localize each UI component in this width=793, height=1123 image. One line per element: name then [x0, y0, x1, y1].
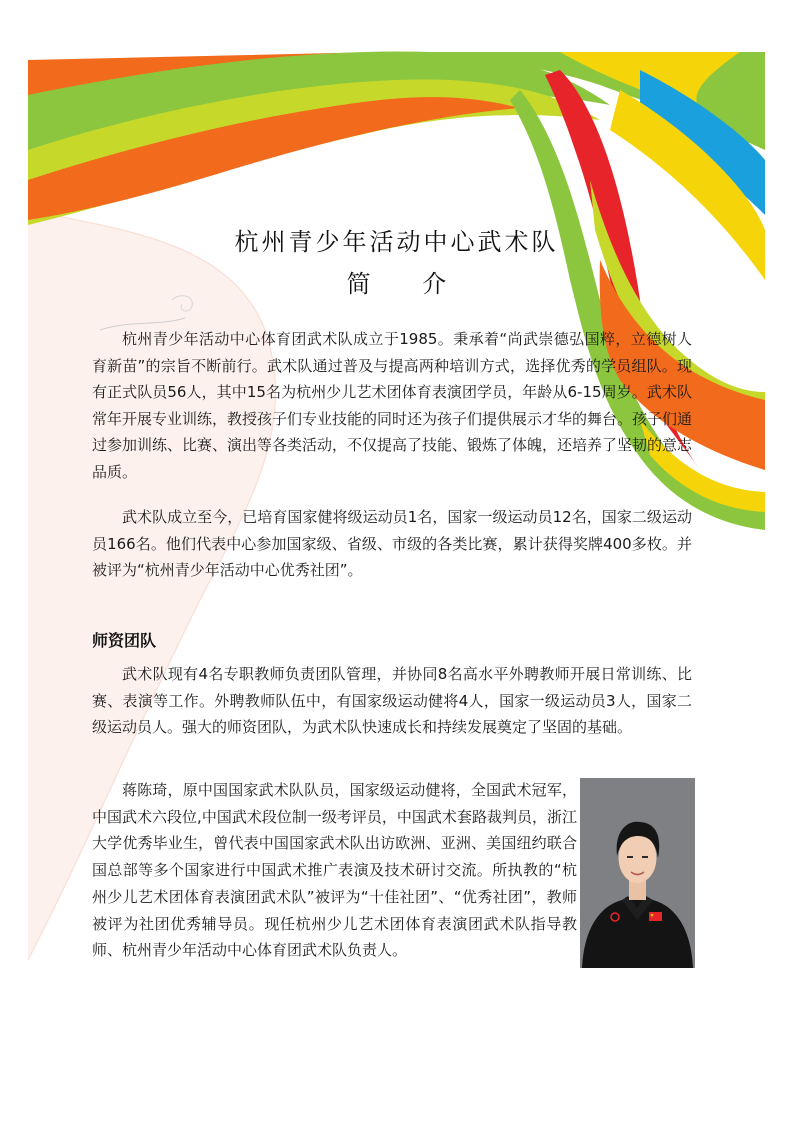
coach-photo — [580, 778, 695, 968]
faculty-paragraph-2: 蒋陈琦，原中国国家武术队队员，国家级运动健将，全国武术冠军，中国武术六段位,中国武术段位制一级考评员，中国武术套路裁判员，浙江大学优秀毕业生，曾代表中国国家武术队出访欧洲、亚洲、美国纽约联合国总部等多个国家进行中国武术推广表演及技术研讨交流。所执教的“杭州少儿艺术团体育表演团武术队”被评为“十佳社团”、“优秀社团”，教师被评为社团优秀辅导员。现任杭州少儿艺术团体育表演团武术队指导教师、杭州青少年活动中心体育团武术队负责人。 — [92, 781, 577, 960]
intro-paragraph-1: 杭州青少年活动中心体育团武术队成立于1985。秉承着“尚武崇德弘国粹，立德树人育新苗”的宗旨不断前行。武术队通过普及与提高两种培训方式，选择优秀的学员组队。现有正式队员56人，其中15名为杭州少儿艺术团体育表演团学员，年龄从6-15周岁。武术队常年开展专业训练，教授孩子们专业技能的同时还为孩子们提供展示才华的舞台。孩子们通过参加训练、比赛、演出等各类活动，不仅提高了技能、锻炼了体魄，还培养了坚韧的意志品质。 — [92, 330, 693, 481]
intro-paragraph-2: 武术队成立至今，已培育国家健将级运动员1名，国家一级运动员12名，国家二级运动员166名。他们代表中心参加国家级、省级、市级的各类比赛，累计获得奖牌400多枚。并被评为“杭州青少年活动中心优秀社团”。 — [92, 508, 692, 579]
page-subtitle: 简 介 — [346, 270, 469, 298]
faculty-heading: 师资团队 — [92, 631, 157, 650]
faculty-paragraph-1: 武术队现有4名专职教师负责团队管理，并协同8名高水平外聘教师开展日常训练、比赛、表演等工作。外聘教师队伍中，有国家级运动健将4人，国家一级运动员3人，国家二级运动员人。强大的师资团队，为武术队快速成长和持续发展奠定了坚固的基础。 — [92, 665, 692, 736]
page-title: 杭州青少年活动中心武术队 — [234, 228, 559, 256]
coach-portrait — [580, 778, 695, 968]
